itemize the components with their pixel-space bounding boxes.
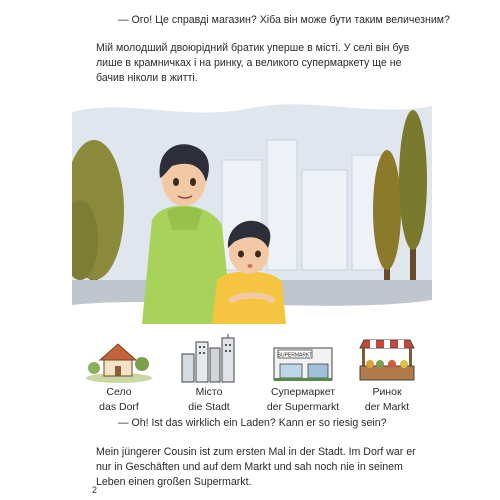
vocab-market <box>342 334 432 414</box>
supermarket-sign: SUPERMARKT <box>277 352 313 359</box>
story-illustration <box>72 100 432 324</box>
vocab-de: die Stadt <box>188 401 230 413</box>
vocab-de: der Markt <box>364 401 410 413</box>
page-number: 2 <box>92 485 98 495</box>
uk-dialogue: — Ого! Це справді магазин? Хіба він може бути таким величезним? <box>118 14 450 26</box>
uk-paragraph: Мій молодший двоюрідний братик уперше в місті. У селі він був лише в крамничках і на ринку, а великого супермаркету ще не бачив ніколи в житті. <box>96 42 410 84</box>
vocab-uk: Місто <box>195 386 223 398</box>
vocab-de: der Supermarkt <box>266 401 340 413</box>
vocab-uk: Супермаркет <box>270 386 336 398</box>
vocab-city <box>164 334 254 414</box>
de-dialogue: — Oh! Ist das wirklich ein Laden? Kann er so riesig sein? <box>118 417 387 429</box>
vocab-village <box>74 334 164 414</box>
vocab-uk: Село <box>106 386 132 398</box>
vocab-supermarket <box>258 334 348 414</box>
supermarket-icon <box>268 334 338 384</box>
market-icon <box>352 334 422 384</box>
village-icon <box>84 334 154 384</box>
vocab-uk: Ринок <box>372 386 402 398</box>
city-icon <box>174 334 244 384</box>
de-paragraph: Mein jüngerer Cousin ist zum ersten Mal in der Stadt. Im Dorf war er nur in Geschäften und auf dem Markt und sah noch nie in seinem Leben einen großen Supermarkt. <box>96 446 416 488</box>
vocab-de: das Dorf <box>99 401 139 413</box>
